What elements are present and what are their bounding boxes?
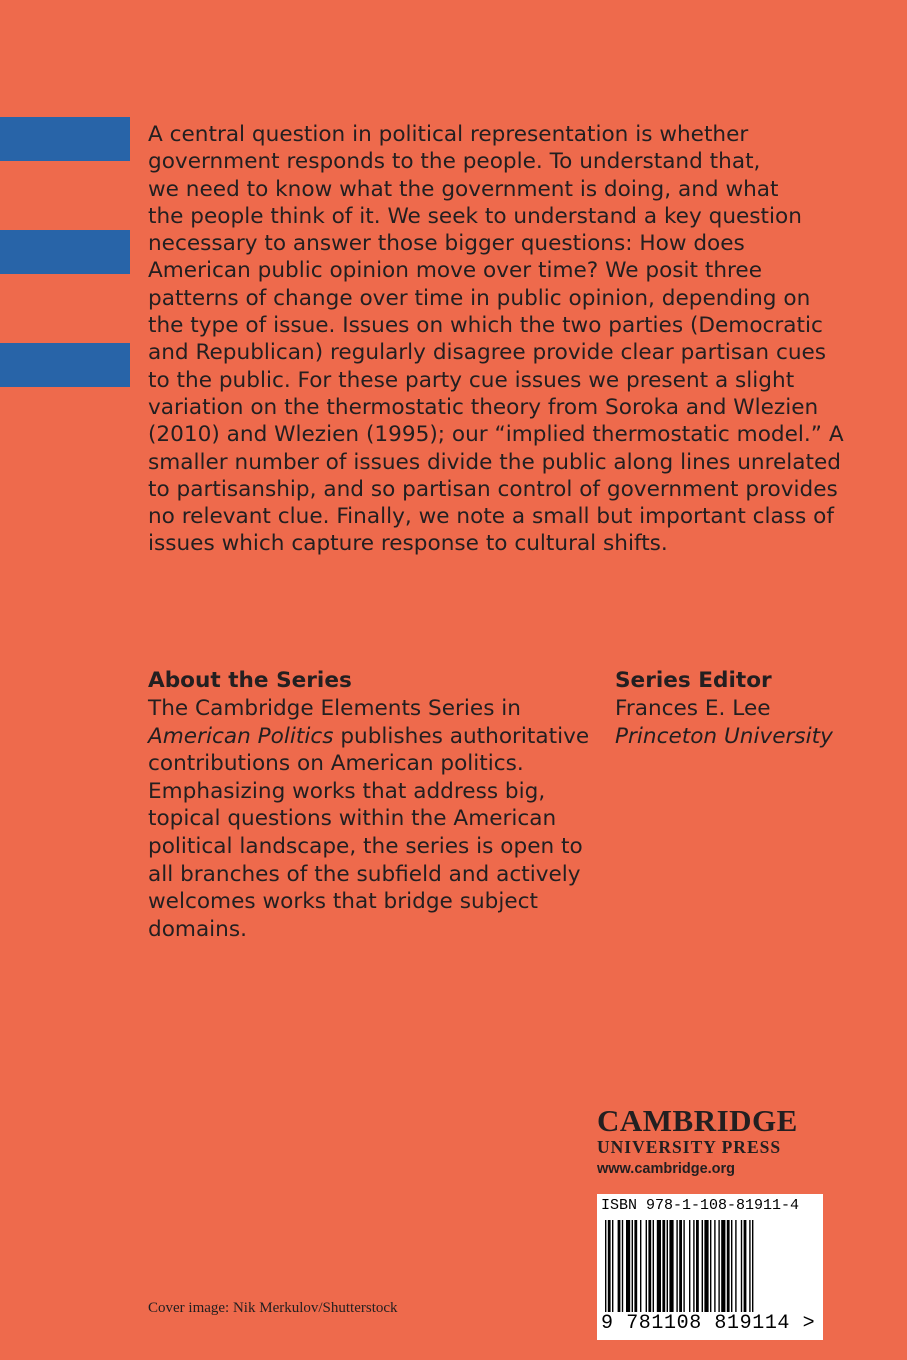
description-line: variation on the thermostatic theory from Soroka and Wlezien	[148, 394, 819, 420]
publisher-subtitle: UNIVERSITY PRESS	[597, 1137, 782, 1157]
description-line: we need to know what the government is doing, and what	[148, 176, 779, 202]
about-series-line: political landscape, the series is open to	[148, 833, 583, 859]
about-series-line	[148, 723, 589, 751]
description-line: necessary to answer those bigger questions: How does	[148, 231, 745, 257]
book-description	[148, 121, 844, 558]
publisher-logo	[597, 1104, 825, 1179]
description-line: patterns of change over time in public opinion, depending on	[148, 285, 811, 311]
about-series-text	[148, 695, 589, 943]
cover-image-credit: Cover image: Nik Merkulov/Shutterstock	[148, 1300, 398, 1316]
description-line: (2010) and Wlezien (1995); our “implied thermostatic model.” A	[148, 422, 844, 448]
about-series-line: domains.	[148, 916, 247, 942]
publisher-name: CAMBRIDGE	[597, 1103, 798, 1138]
series-editor-heading: Series Editor	[615, 668, 772, 693]
series-editor-info	[615, 695, 833, 750]
description-line: smaller number of issues divide the public along lines unrelated	[148, 449, 841, 475]
description-line: the people think of it. We seek to understand a key question	[148, 203, 802, 229]
series-name: American Politics	[148, 723, 334, 749]
description-line: the type of issue. Issues on which the two parties (Democratic	[148, 313, 823, 339]
isbn-barcode-box	[597, 1194, 823, 1340]
description-line: issues which capture response to cultural shifts.	[148, 531, 668, 557]
about-series-heading: About the Series	[148, 668, 352, 693]
description-line: A central question in political representation is whether	[148, 122, 749, 147]
about-series-line: topical questions within the American	[148, 806, 557, 832]
about-series-line: The Cambridge Elements Series in	[148, 696, 521, 721]
decorative-blue-bar-top	[0, 117, 130, 161]
about-series-line: all branches of the subfield and actively	[148, 861, 581, 887]
description-line: government responds to the people. To understand that,	[148, 149, 761, 175]
isbn-label: ISBN 978-1-108-81911-4	[601, 1197, 800, 1214]
description-line: to partisanship, and so partisan control of government provides	[148, 476, 838, 502]
description-line: to the public. For these party cue issues we present a slight	[148, 367, 795, 393]
about-series-line: welcomes works that bridge subject	[148, 889, 538, 915]
about-series-line-rest: publishes authoritative	[333, 723, 590, 749]
description-line: no relevant clue. Finally, we note a small but important class of	[148, 504, 834, 530]
about-series-line: Emphasizing works that address big,	[148, 778, 546, 804]
description-line: and Republican) regularly disagree provide clear partisan cues	[148, 340, 827, 366]
editor-affiliation: Princeton University	[615, 723, 833, 749]
publisher-url: www.cambridge.org	[597, 1161, 736, 1177]
editor-name: Frances E. Lee	[615, 696, 771, 721]
description-line: American public opinion move over time? We posit three	[148, 258, 762, 284]
decorative-blue-bar-bottom	[0, 343, 130, 387]
about-series-line: contributions on American politics.	[148, 751, 524, 777]
isbn-digits: 9 781108 819114 >	[601, 1312, 816, 1335]
decorative-blue-bar-middle	[0, 230, 130, 274]
